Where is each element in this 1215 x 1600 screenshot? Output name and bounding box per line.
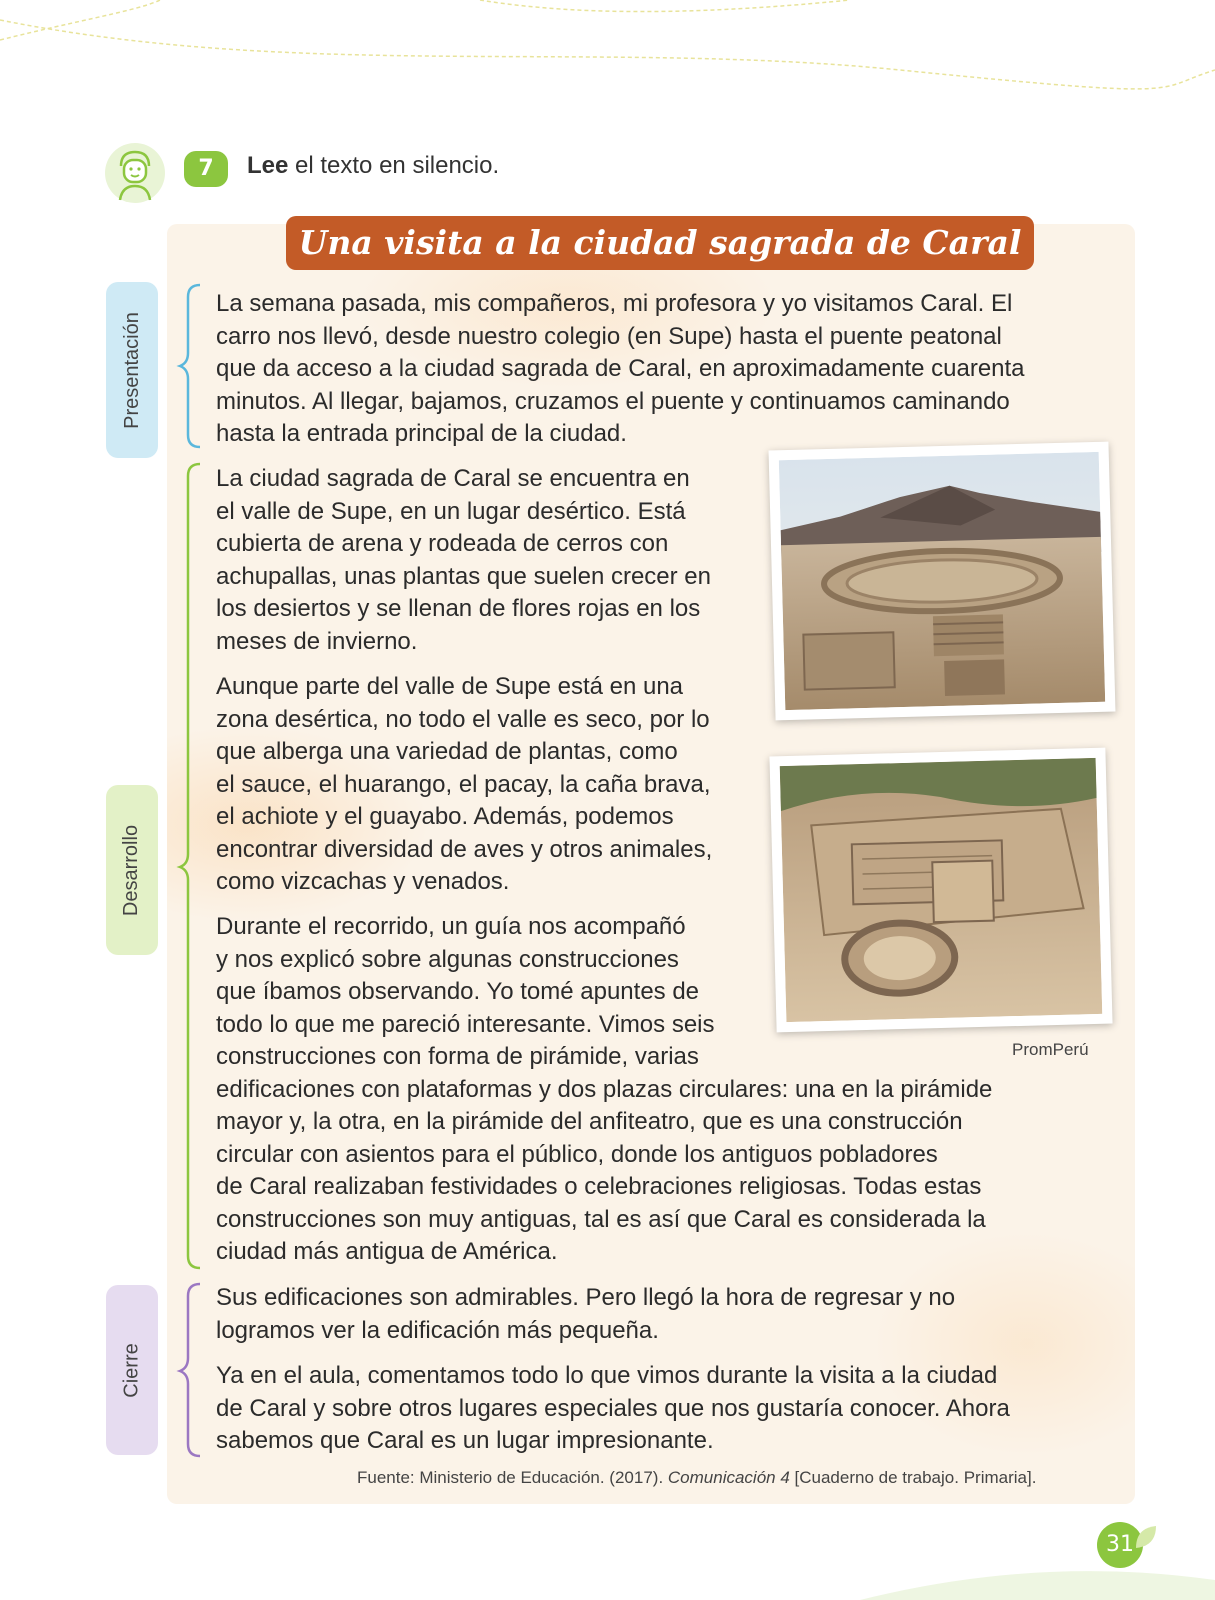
text-line: Sus edificaciones son admirables. Pero llegó la hora de regresar y no xyxy=(216,1284,956,1311)
text-line: y nos explicó sobre algunas construcciones xyxy=(216,945,679,973)
source-suffix: [Cuaderno de trabajo. Primaria]. xyxy=(789,1468,1037,1487)
exercise-number-badge: 7 xyxy=(184,151,228,187)
text-line: que íbamos observando. Yo tomé apuntes de xyxy=(216,978,700,1005)
presentation-brace-icon xyxy=(174,283,206,449)
caral-aerial-illustration xyxy=(780,758,1103,1022)
text-line: el sauce, el huarango, el pacay, la caña brava, xyxy=(216,770,711,798)
instruction-text: el texto en silencio. xyxy=(288,152,500,179)
text-line: el achiote y el guayabo. Además, podemos xyxy=(216,803,674,830)
text-line: todo lo que me pareció interesante. Vimos seis xyxy=(216,1010,715,1038)
source-work-title: Comunicación 4 xyxy=(667,1468,790,1487)
instruction-verb: Lee xyxy=(247,152,289,179)
text-line: zona desértica, no todo el valle es seco, por lo xyxy=(216,705,710,733)
text-line: sabemos que Caral es un lugar impresionante. xyxy=(216,1427,714,1454)
leaf-icon xyxy=(1134,1524,1158,1550)
text-line: de Caral y sobre otros lugares especiales que nos gustaría conocer. Ahora xyxy=(216,1394,1010,1422)
text-line: encontrar diversidad de aves y otros animales, xyxy=(216,835,713,863)
source-citation xyxy=(357,1468,1036,1488)
page-number: 31 xyxy=(1097,1522,1143,1568)
source-prefix: Fuente: Ministerio de Educación. (2017). xyxy=(357,1468,668,1487)
section-label-development: Desarrollo xyxy=(120,824,143,916)
section-tab-presentation xyxy=(106,282,158,458)
section-tab-development xyxy=(106,785,158,955)
text-line: ciudad más antigua de América. xyxy=(216,1238,558,1265)
photo-caral-aerial-view xyxy=(769,748,1112,1033)
text-line: Ya en el aula, comentamos todo lo que vimos durante la visita a la ciudad xyxy=(216,1362,998,1389)
text-line: circular con asientos para el público, donde los antiguos pobladores xyxy=(216,1140,938,1168)
text-line: La ciudad sagrada de Caral se encuentra en xyxy=(216,465,690,492)
paragraph-5 xyxy=(216,1282,955,1347)
exercise-instruction xyxy=(247,152,499,180)
caral-plaza-illustration xyxy=(779,452,1105,710)
text-line: logramos ver la edificación más pequeña. xyxy=(216,1316,659,1344)
text-line: que alberga una variedad de plantas, como xyxy=(216,738,678,765)
paragraph-1 xyxy=(216,288,1025,451)
reading-title: Una visita a la ciudad sagrada de Caral xyxy=(286,216,1034,270)
text-line: como vizcachas y venados. xyxy=(216,868,510,895)
student-avatar-icon xyxy=(104,142,166,204)
photo-credit: PromPerú xyxy=(1012,1040,1089,1059)
section-label-presentation: Presentación xyxy=(120,311,143,429)
text-line: meses de invierno. xyxy=(216,627,418,655)
text-line: construcciones son muy antiguas, tal es así que Caral es considerada la xyxy=(216,1205,986,1233)
photo-caral-circular-plaza xyxy=(769,442,1116,721)
text-line: cubierta de arena y rodeada de cerros con xyxy=(216,530,669,557)
paragraph-3 xyxy=(216,671,712,899)
decorative-bottom-curve xyxy=(860,1560,1215,1600)
text-line: el valle de Supe, en un lugar desértico. Está xyxy=(216,497,686,525)
paragraph-2 xyxy=(216,463,711,658)
text-line: Durante el recorrido, un guía nos acompañó xyxy=(216,913,686,940)
text-line: que da acceso a la ciudad sagrada de Caral, en aproximadamente cuarenta xyxy=(216,355,1025,382)
text-line: Aunque parte del valle de Supe está en una xyxy=(216,673,684,700)
decorative-wave-lines xyxy=(0,0,1215,110)
text-line: edificaciones con plataformas y dos plazas circulares: una en la pirámide xyxy=(216,1075,993,1103)
text-line: de Caral realizaban festividades o celebraciones religiosas. Todas estas xyxy=(216,1173,982,1200)
paragraph-6 xyxy=(216,1360,1010,1458)
closing-brace-icon xyxy=(174,1282,206,1458)
text-line: mayor y, la otra, en la pirámide del anfiteatro, que es una construcción xyxy=(216,1108,963,1135)
text-line: La semana pasada, mis compañeros, mi profesora y yo visitamos Caral. El xyxy=(216,290,1013,317)
section-label-closing: Cierre xyxy=(120,1342,143,1398)
development-brace-icon xyxy=(174,462,206,1270)
text-line: los desiertos y se llenan de flores rojas en los xyxy=(216,595,701,622)
text-line: minutos. Al llegar, bajamos, cruzamos el puente y continuamos caminando xyxy=(216,387,1010,415)
section-tab-closing xyxy=(106,1285,158,1455)
text-line: construcciones con forma de pirámide, varias xyxy=(216,1043,699,1070)
text-line: carro nos llevó, desde nuestro colegio (en Supe) hasta el puente peatonal xyxy=(216,322,1002,350)
text-line: achupallas, unas plantas que suelen crecer en xyxy=(216,562,711,590)
text-line: hasta la entrada principal de la ciudad. xyxy=(216,420,627,447)
